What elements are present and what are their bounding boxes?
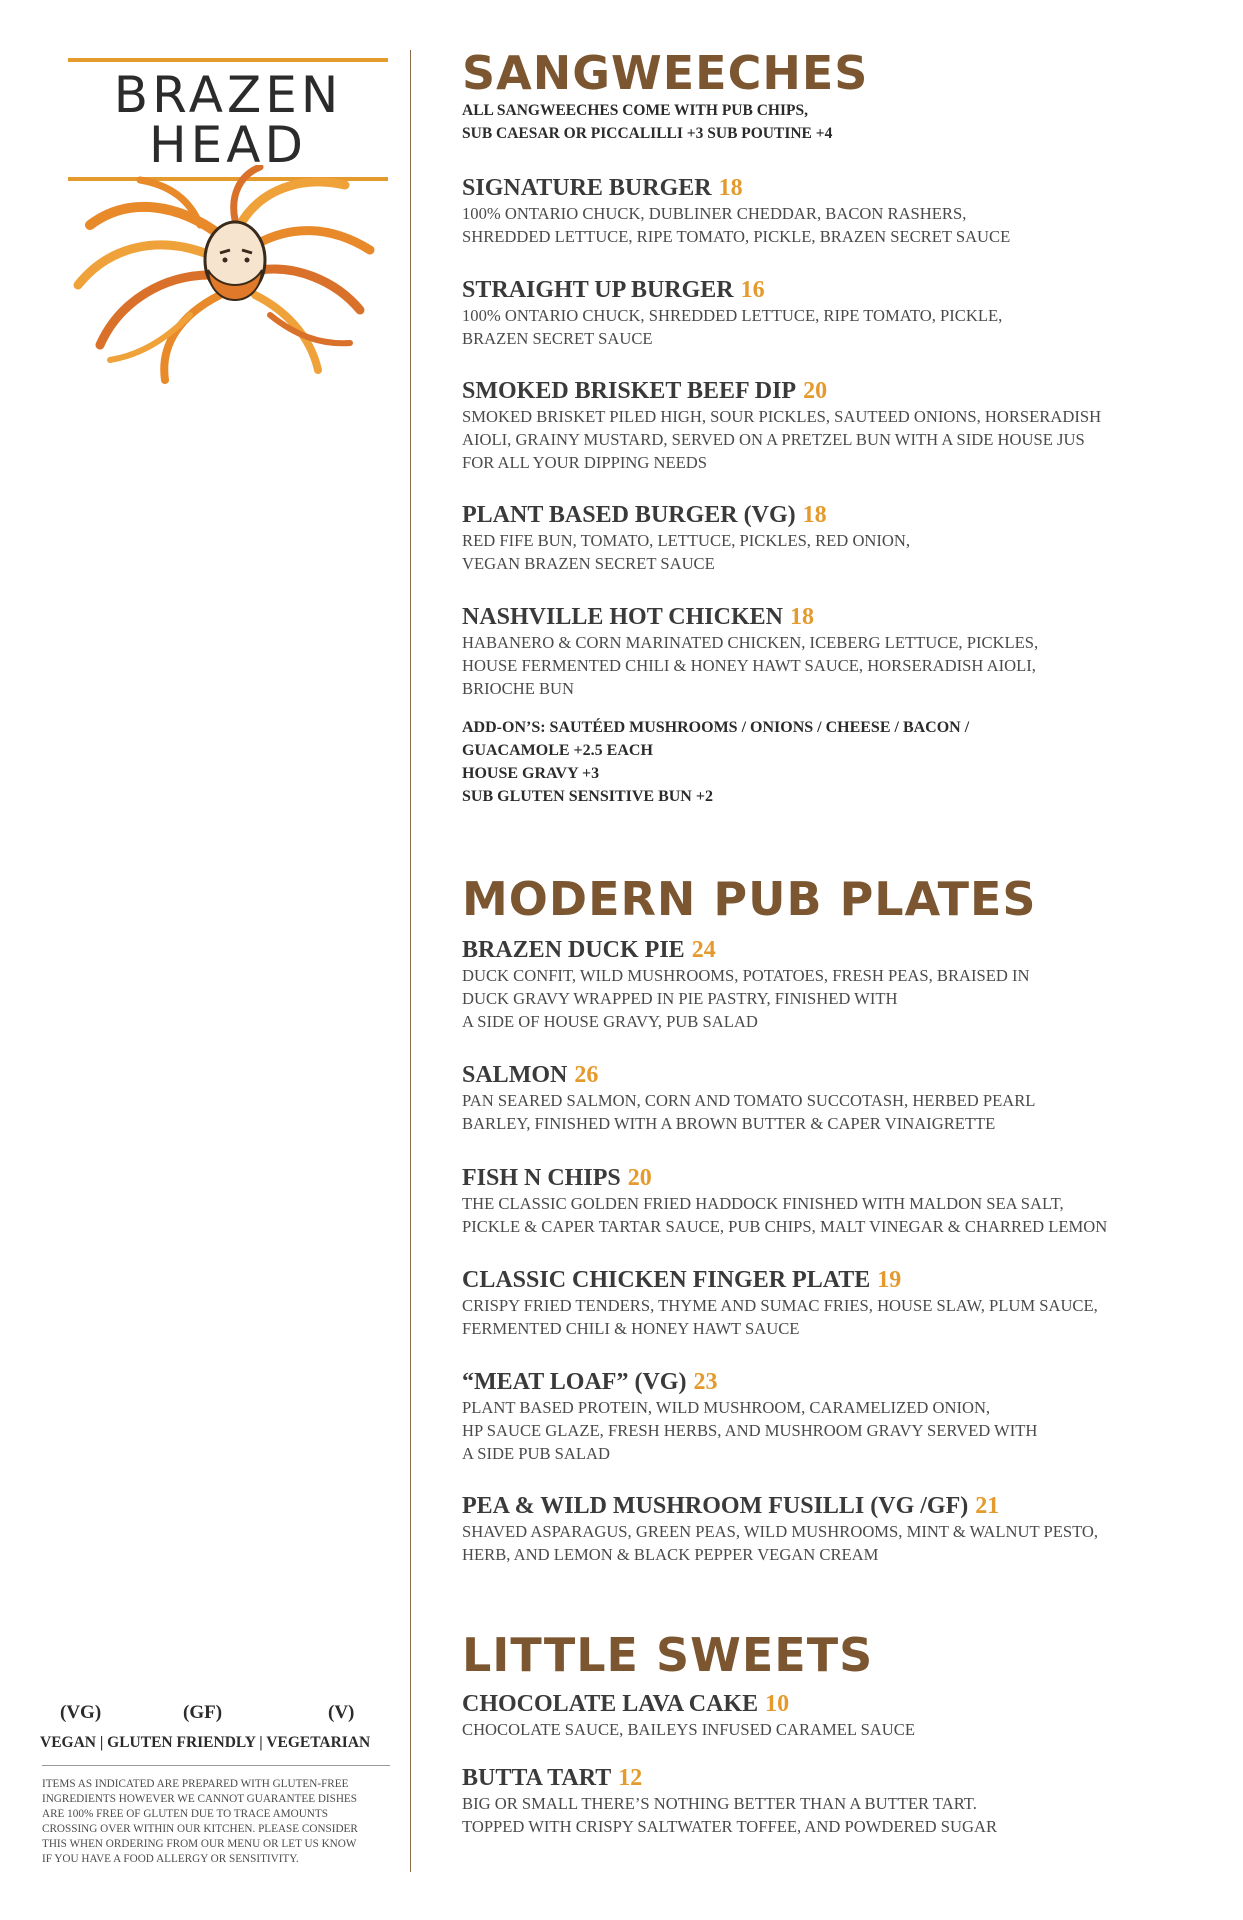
desc-line: A SIDE PUB SALAD [462, 1444, 610, 1463]
item-description [462, 202, 1202, 248]
item-heading [462, 1368, 1202, 1396]
desc-line: SMOKED BRISKET PILED HIGH, SOUR PICKLES, SAUTEED ONIONS, HORSERADISH [462, 407, 1102, 426]
allergy-disclaimer [42, 1777, 402, 1867]
desc-line: FERMENTED CHILI & HONEY HAWT SAUCE [462, 1319, 800, 1338]
item-description [462, 405, 1202, 474]
item-description [462, 1192, 1202, 1238]
item-price: 16 [740, 277, 765, 303]
desc-line: FOR ALL YOUR DIPPING NEEDS [462, 453, 707, 472]
item-heading [462, 276, 1202, 304]
section-title-sangweeches: SANGWEECHES [462, 46, 869, 100]
menu-item [462, 936, 1202, 1033]
menu-item [462, 1764, 1202, 1838]
desc-line: HABANERO & CORN MARINATED CHICKEN, ICEBERG LETTUCE, PICKLES, [462, 633, 1039, 652]
item-description [462, 1792, 1202, 1838]
column-divider [410, 50, 411, 1872]
logo-top-rule [68, 58, 388, 62]
section-note [462, 99, 832, 145]
item-description [462, 1718, 1202, 1741]
desc-line: DUCK GRAVY WRAPPED IN PIE PASTRY, FINISHED WITH [462, 989, 898, 1008]
item-description [462, 1520, 1202, 1566]
section-title-little-sweets: LITTLE SWEETS [462, 1628, 874, 1682]
item-name: BRAZEN DUCK PIE [462, 937, 685, 963]
desc-line: VEGAN BRAZEN SECRET SAUCE [462, 554, 715, 573]
desc-line: THE CLASSIC GOLDEN FRIED HADDOCK FINISHED WITH MALDON SEA SALT, [462, 1194, 1064, 1213]
left-column [0, 0, 408, 1920]
note-line: ALL SANGWEECHES COME WITH PUB CHIPS, [462, 102, 808, 119]
menu-item [462, 1266, 1202, 1340]
item-name: SIGNATURE BURGER [462, 175, 712, 201]
item-heading [462, 603, 1202, 631]
item-name: “MEAT LOAF” (VG) [462, 1369, 687, 1395]
item-heading [462, 1266, 1202, 1294]
item-price: 12 [618, 1765, 643, 1791]
item-heading [462, 501, 1202, 529]
item-price: 19 [877, 1267, 902, 1293]
item-price: 18 [789, 604, 814, 630]
menu-item [462, 1690, 1202, 1741]
menu-item [462, 1492, 1202, 1566]
item-name: PLANT BASED BURGER (VG) [462, 502, 796, 528]
desc-line: SHAVED ASPARAGUS, GREEN PEAS, WILD MUSHROOMS, MINT & WALNUT PESTO, [462, 1522, 1099, 1541]
desc-line: BARLEY, FINISHED WITH A BROWN BUTTER & CAPER VINAIGRETTE [462, 1114, 996, 1133]
item-description [462, 631, 1202, 700]
disclaimer-line: CROSSING OVER WITHIN OUR KITCHEN. PLEASE CONSIDER [42, 1823, 358, 1835]
desc-line: 100% ONTARIO CHUCK, DUBLINER CHEDDAR, BACON RASHERS, [462, 204, 967, 223]
item-description [462, 1396, 1202, 1465]
item-description [462, 1089, 1202, 1135]
item-name: BUTTA TART [462, 1765, 612, 1791]
item-heading [462, 936, 1202, 964]
item-description [462, 1294, 1202, 1340]
menu-item [462, 1061, 1202, 1135]
disclaimer-line: THIS WHEN ORDERING FROM OUR MENU OR LET US KNOW [42, 1838, 357, 1850]
item-price: 10 [765, 1691, 790, 1717]
item-price: 23 [693, 1369, 718, 1395]
menu-item [462, 276, 1202, 350]
menu-item [462, 1368, 1202, 1465]
flaming-hair-head-icon [70, 165, 380, 390]
disclaimer-line: ARE 100% FREE OF GLUTEN DUE TO TRACE AMOUNTS [42, 1808, 328, 1820]
addon-line: GUACAMOLE +2.5 EACH [462, 742, 653, 759]
item-price: 18 [718, 175, 743, 201]
menu-item [462, 501, 1202, 575]
desc-line: HP SAUCE GLAZE, FRESH HERBS, AND MUSHROOM GRAVY SERVED WITH [462, 1421, 1038, 1440]
desc-line: BRAZEN SECRET SAUCE [462, 329, 653, 348]
item-heading [462, 1164, 1202, 1192]
item-heading [462, 1061, 1202, 1089]
desc-line: SHREDDED LETTUCE, RIPE TOMATO, PICKLE, BRAZEN SECRET SAUCE [462, 227, 1011, 246]
section-title-modern-pub-plates: MODERN PUB PLATES [462, 872, 1037, 926]
addon-line: ADD-ON’S: SAUTÉED MUSHROOMS / ONIONS / CHEESE / BACON / [462, 719, 970, 736]
menu-item [462, 603, 1202, 700]
legend-code-vegan: (VG) [60, 1702, 102, 1723]
item-name: NASHVILLE HOT CHICKEN [462, 604, 783, 630]
logo-word-head: HEAD [149, 116, 307, 174]
desc-line: DUCK CONFIT, WILD MUSHROOMS, POTATOES, FRESH PEAS, BRAISED IN [462, 966, 1030, 985]
desc-line: 100% ONTARIO CHUCK, SHREDDED LETTUCE, RIPE TOMATO, PICKLE, [462, 306, 1003, 325]
add-ons-list [462, 716, 969, 808]
desc-line: HOUSE FERMENTED CHILI & HONEY HAWT SAUCE, HORSERADISH AIOLI, [462, 656, 1036, 675]
menu-item [462, 1164, 1202, 1238]
item-price: 26 [574, 1062, 599, 1088]
item-price: 24 [691, 937, 716, 963]
item-heading [462, 1764, 1202, 1792]
item-name: PEA & WILD MUSHROOM FUSILLI (VG /GF) [462, 1493, 969, 1519]
disclaimer-line: ITEMS AS INDICATED ARE PREPARED WITH GLUTEN-FREE [42, 1778, 349, 1790]
item-heading [462, 377, 1202, 405]
item-name: SMOKED BRISKET BEEF DIP [462, 378, 797, 404]
desc-line: TOPPED WITH CRISPY SALTWATER TOFFEE, AND POWDERED SUGAR [462, 1817, 998, 1836]
addon-line: HOUSE GRAVY +3 [462, 765, 600, 782]
item-name: FISH N CHIPS [462, 1165, 621, 1191]
dietary-legend-codes [40, 1702, 400, 1726]
item-price: 20 [627, 1165, 652, 1191]
logo-word-brazen: BRAZEN [113, 66, 343, 124]
desc-line: PLANT BASED PROTEIN, WILD MUSHROOM, CARAMELIZED ONION, [462, 1398, 991, 1417]
desc-line: BRIOCHE BUN [462, 679, 575, 698]
desc-line: HERB, AND LEMON & BLACK PEPPER VEGAN CREAM [462, 1545, 879, 1564]
desc-line: A SIDE OF HOUSE GRAVY, PUB SALAD [462, 1012, 758, 1031]
note-line: SUB CAESAR OR PICCALILLI +3 SUB POUTINE +4 [462, 125, 833, 142]
menu-item [462, 174, 1202, 248]
item-price: 20 [803, 378, 828, 404]
legend-divider [42, 1765, 390, 1766]
item-description [462, 529, 1202, 575]
desc-line: AIOLI, GRAINY MUSTARD, SERVED ON A PRETZEL BUN WITH A SIDE HOUSE JUS [462, 430, 1085, 449]
desc-line: BIG OR SMALL THERE’S NOTHING BETTER THAN A BUTTER TART. [462, 1794, 977, 1813]
desc-line: PAN SEARED SALMON, CORN AND TOMATO SUCCOTASH, HERBED PEARL [462, 1091, 1036, 1110]
desc-line: CRISPY FRIED TENDERS, THYME AND SUMAC FRIES, HOUSE SLAW, PLUM SAUCE, [462, 1296, 1098, 1315]
item-heading [462, 1492, 1202, 1520]
item-name: STRAIGHT UP BURGER [462, 277, 734, 303]
disclaimer-line: INGREDIENTS HOWEVER WE CANNOT GUARANTEE DISHES [42, 1793, 357, 1805]
item-heading [462, 174, 1202, 202]
item-name: CHOCOLATE LAVA CAKE [462, 1691, 759, 1717]
menu-item [462, 377, 1202, 474]
item-price: 21 [975, 1493, 1000, 1519]
desc-line: PICKLE & CAPER TARTAR SAUCE, PUB CHIPS, MALT VINEGAR & CHARRED LEMON [462, 1217, 1108, 1236]
legend-code-vegetarian: (V) [328, 1702, 355, 1723]
item-name: SALMON [462, 1062, 568, 1088]
dietary-legend-names: VEGAN | GLUTEN FRIENDLY | VEGETARIAN [40, 1734, 371, 1751]
disclaimer-line: IF YOU HAVE A FOOD ALLERGY OR SENSITIVITY. [42, 1853, 299, 1865]
desc-line: RED FIFE BUN, TOMATO, LETTUCE, PICKLES, RED ONION, [462, 531, 911, 550]
desc-line: CHOCOLATE SAUCE, BAILEYS INFUSED CARAMEL SAUCE [462, 1720, 915, 1739]
item-heading [462, 1690, 1202, 1718]
item-price: 18 [802, 502, 827, 528]
item-description [462, 304, 1202, 350]
item-description [462, 964, 1202, 1033]
legend-code-gluten-friendly: (GF) [183, 1702, 223, 1723]
item-name: CLASSIC CHICKEN FINGER PLATE [462, 1267, 871, 1293]
addon-line: SUB GLUTEN SENSITIVE BUN +2 [462, 788, 713, 805]
